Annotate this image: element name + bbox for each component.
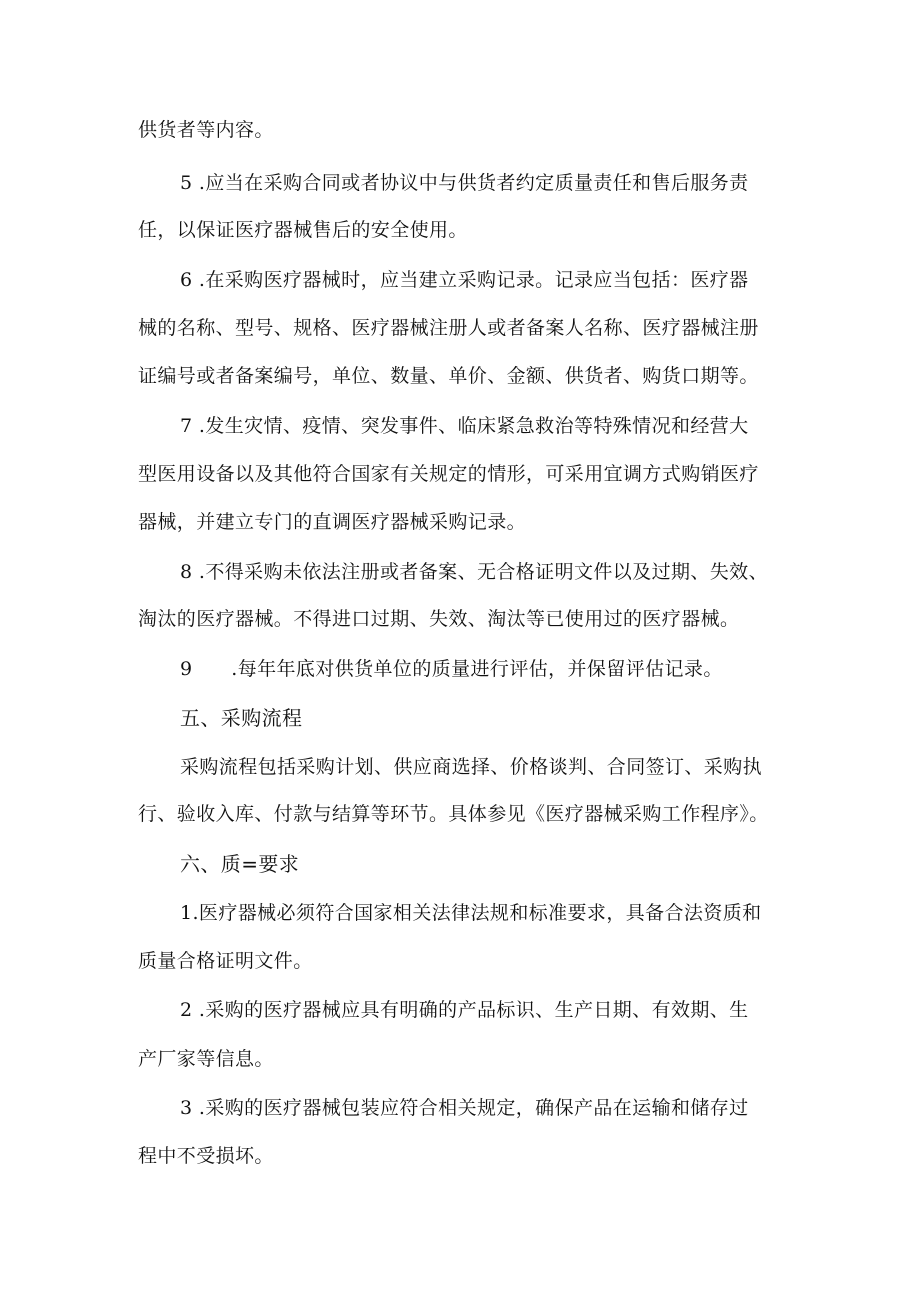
text-line: 2 .采购的医疗器械应具有明确的产品标识、生产日期、有效期、生 [180,999,749,1021]
text-line: 6 .在采购医疗器械时，应当建立采购记录。记录应当包括：医疗器 [180,269,749,291]
text-line: 1.医疗器械必须符合国家相关法律法规和标准要求，具备合法资质和 [180,902,762,924]
text-line: 5 .应当在采购合同或者协议中与供货者约定质量责任和售后服务责 [180,172,749,194]
text-line: 7 .发生灾情、疫情、突发事件、临床紧急救治等特殊情况和经营大 [180,415,749,437]
text-line: 8 .不得采购未依法注册或者备案、无合格证明文件以及过期、失效、 [180,561,768,583]
text-line: 程中不受损坏。 [138,1145,274,1167]
text-line: 9 .每年年底对供货单位的质量进行评估，并保留评估记录。 [180,658,723,680]
text-line: 任，以保证医疗器械售后的安全使用。 [138,219,468,241]
section-heading: 六、质=要求 [180,852,300,876]
text-line: 淘汰的医疗器械。不得进口过期、失效、淘汰等已使用过的医疗器械。 [138,608,740,630]
text-line: 证编号或者备案编号，单位、数量、单价、金额、供货者、购货口期等。 [138,365,759,387]
text-line: 行、验收入库、付款与结算等环节。具体参见《医疗器械采购工作程序》。 [138,803,769,825]
text-line: 供货者等内容。 [138,119,274,141]
text-line: 械的名称、型号、规格、医疗器械注册人或者备案人名称、医疗器械注册 [138,317,759,339]
text-line: 型医用设备以及其他符合国家有关规定的情形，可采用宜调方式购销医疗 [138,463,759,485]
section-heading: 五、采购流程 [180,706,303,730]
text-line: 3 .采购的医疗器械包装应符合相关规定，确保产品在运输和储存过 [180,1097,749,1119]
text-line: 器械，并建立专门的直调医疗器械采购记录。 [138,511,527,533]
text-line: 质量合格证明文件。 [138,950,313,972]
text-line: 采购流程包括采购计划、供应商选择、价格谈判、合同签订、采购执 [180,756,763,778]
text-line: 产厂家等信息。 [138,1048,274,1070]
